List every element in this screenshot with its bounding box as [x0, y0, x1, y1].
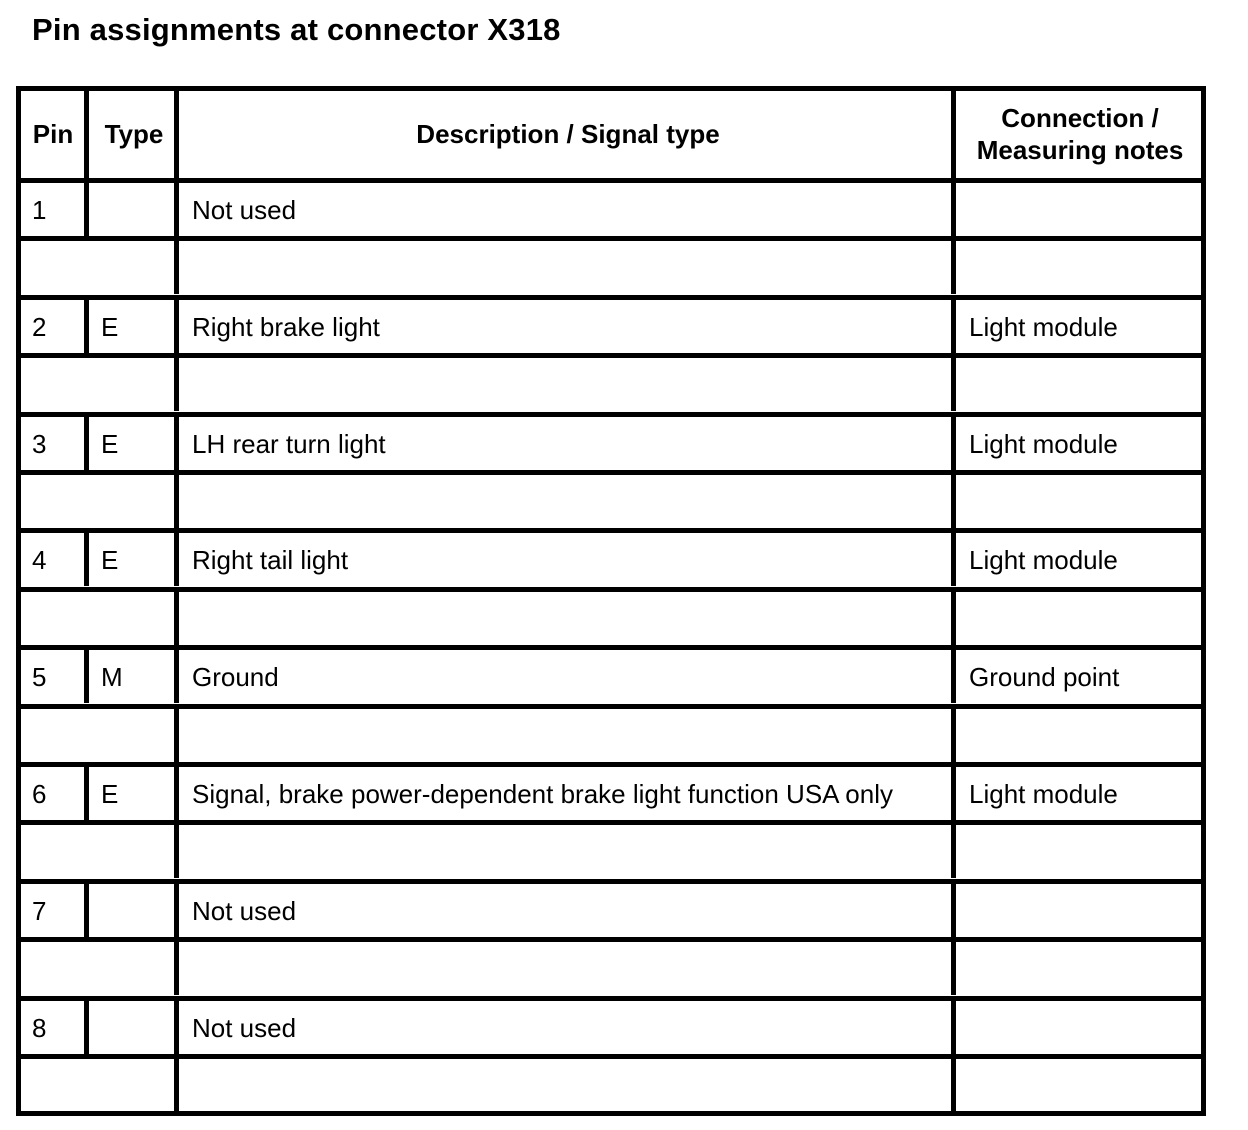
cell-connection: Light module [969, 429, 1118, 459]
row-divider [16, 937, 1206, 942]
row-divider [16, 820, 1206, 825]
cell-type: M [101, 662, 123, 692]
cell-type: E [101, 312, 119, 342]
column-divider [951, 587, 956, 645]
column-divider [951, 178, 956, 236]
column-divider [84, 86, 89, 178]
header-type: Type [104, 119, 164, 149]
column-divider [174, 470, 179, 528]
column-divider [174, 1054, 179, 1112]
column-divider [951, 1054, 956, 1112]
cell-pin: 2 [32, 312, 47, 342]
cell-description: Signal, brake power-dependent brake light function USA only [192, 779, 893, 809]
column-divider [951, 86, 956, 178]
row-divider [16, 1054, 1206, 1059]
column-divider [951, 820, 956, 878]
column-divider [951, 236, 956, 294]
column-divider [951, 353, 956, 411]
cell-type: E [101, 779, 119, 809]
row-divider [16, 353, 1206, 358]
cell-description: LH rear turn light [192, 429, 386, 459]
header-pin: Pin [32, 119, 74, 149]
column-divider [174, 353, 179, 411]
row-divider [16, 996, 1206, 1001]
page-title: Pin assignments at connector X318 [32, 12, 561, 47]
header-connection-line2: Measuring notes [976, 135, 1184, 165]
column-divider [84, 762, 89, 820]
cell-pin: 1 [32, 195, 47, 225]
column-divider [951, 704, 956, 762]
cell-pin: 3 [32, 429, 47, 459]
column-divider [174, 645, 179, 703]
column-divider [174, 236, 179, 294]
column-divider [174, 937, 179, 995]
cell-description: Not used [192, 896, 297, 926]
cell-description: Not used [192, 1013, 297, 1043]
cell-pin: 7 [32, 896, 47, 926]
cell-description: Right tail light [192, 545, 349, 575]
column-divider [951, 645, 956, 703]
cell-connection: Light module [969, 312, 1118, 342]
column-divider [174, 820, 179, 878]
column-divider [951, 470, 956, 528]
cell-description: Right brake light [192, 312, 380, 342]
row-divider [16, 645, 1206, 650]
column-divider [84, 528, 89, 586]
cell-description: Not used [192, 195, 297, 225]
column-divider [951, 879, 956, 937]
column-divider [84, 178, 89, 236]
column-divider [174, 996, 179, 1054]
row-divider [16, 470, 1206, 475]
column-divider [951, 412, 956, 470]
column-divider [84, 412, 89, 470]
column-divider [174, 412, 179, 470]
column-divider [84, 645, 89, 703]
column-divider [951, 295, 956, 353]
cell-pin: 8 [32, 1013, 47, 1043]
row-divider [16, 236, 1206, 241]
column-divider [84, 996, 89, 1054]
column-divider [174, 587, 179, 645]
column-divider [174, 704, 179, 762]
row-divider [16, 704, 1206, 709]
row-divider [16, 295, 1206, 300]
column-divider [951, 762, 956, 820]
cell-connection: Light module [969, 779, 1118, 809]
row-divider [16, 762, 1206, 767]
column-divider [84, 879, 89, 937]
column-divider [84, 295, 89, 353]
cell-pin: 4 [32, 545, 47, 575]
row-divider [16, 528, 1206, 533]
cell-pin: 5 [32, 662, 47, 692]
header-description: Description / Signal type [416, 119, 720, 149]
column-divider [174, 295, 179, 353]
column-divider [174, 879, 179, 937]
column-divider [174, 178, 179, 236]
header-connection-line1: Connection / [1001, 103, 1159, 133]
column-divider [174, 528, 179, 586]
cell-type: E [101, 545, 119, 575]
column-divider [951, 528, 956, 586]
cell-pin: 6 [32, 779, 47, 809]
column-divider [951, 996, 956, 1054]
cell-connection: Ground point [969, 662, 1120, 692]
row-divider [16, 587, 1206, 592]
column-divider [174, 762, 179, 820]
header-divider [16, 178, 1206, 183]
column-divider [174, 86, 179, 178]
column-divider [951, 937, 956, 995]
cell-description: Ground [192, 662, 279, 692]
row-divider [16, 879, 1206, 884]
row-divider [16, 412, 1206, 417]
cell-connection: Light module [969, 545, 1118, 575]
cell-type: E [101, 429, 119, 459]
